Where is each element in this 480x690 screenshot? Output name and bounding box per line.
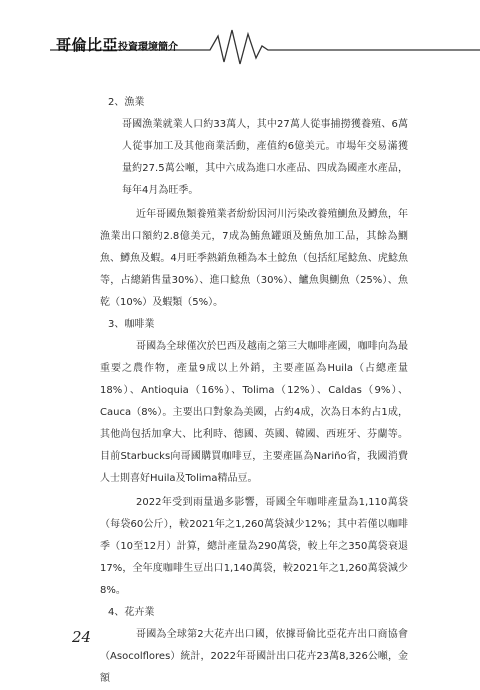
main-content xyxy=(100,92,408,690)
coffee-paragraph-1: 哥國為全球僅次於巴西及越南之第三大咖啡產國，咖啡向為最重要之農作物，產量9成以上外銷，主要產區為Huila（占總產量18%）、Antioquia（16%）、Tolima（12%）、Caldas（9%）、Cauca（8%）。主要出口對象為美國，占約4成，次為日本約占1成，其他尚包括加拿大、比利時、德國、英國、韓國、西班牙、芬蘭等。目前Starbucks向哥國購買咖啡豆，主要產區為Nariño省，我國消費人士則喜好Huila及Tolima精品豆。 xyxy=(100,341,408,484)
header-title-main: 哥倫比亞 xyxy=(56,36,119,54)
page-header xyxy=(0,0,480,70)
fishery-paragraph-1: 哥國漁業就業人口約33萬人，其中27萬人從事捕撈獲養殖、6萬人從事加工及其他商業活動，產值約6億美元。市場年交易滿獲量約27.5萬公噸，其中六成為進口水產品、四成為國產水產品，每年4月為旺季。 xyxy=(122,119,408,196)
section-title-fishery: 2、漁業 xyxy=(108,97,145,108)
coffee-paragraph-2: 2022年受到雨量過多影響，哥國全年咖啡產量為1,110萬袋（每袋60公斤），較2021年之1,260萬袋減少12%；其中若僅以咖啡季（10至12月）計算，總計產量為290萬袋，較上年之350萬袋衰退17%，全年度咖啡生豆出口1,140萬袋，較2021年之1,260萬袋減少8%。 xyxy=(100,497,408,596)
header-title-sub: 投資環境簡介 xyxy=(118,42,179,53)
section-title-flowers: 4、花卉業 xyxy=(108,607,155,618)
fishery-paragraph-2: 近年哥國魚類養殖業者紛紛因河川污染改養殖鰂魚及鱒魚，年漁業出口額約2.8億美元，7成為鮪魚罐頭及鮪魚加工品，其餘為鰂魚、鱒魚及蝦。4月旺季熱銷魚種為本土鯰魚（包括紅尾鯰魚、虎鯰魚等，占總銷售量30%）、進口鯰魚（30%）、鱸魚與鰂魚（25%）、魚乾（10%）及蝦類（5%）。 xyxy=(100,209,408,308)
flowers-paragraph-1: 哥國為全球第2大花卉出口國，依據哥倫比亞花卉出口商協會（Asocolflores）統計，2022年哥國計出口花卉23萬8,326公噸，金額 xyxy=(100,629,408,684)
page-number: 24 xyxy=(72,628,92,646)
section-title-coffee: 3、咖啡業 xyxy=(108,319,155,330)
header-title xyxy=(56,34,178,55)
